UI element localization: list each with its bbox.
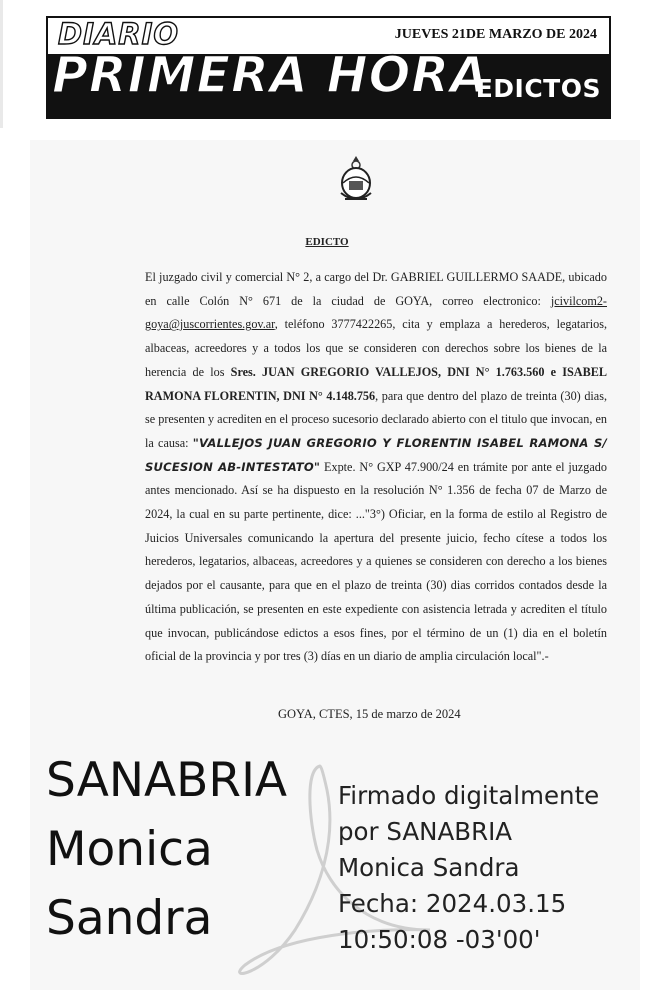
provincial-crest-icon: [335, 153, 377, 205]
signature-line-5: 10:50:08 -03'00': [338, 925, 541, 954]
signature-line-3: Monica Sandra: [338, 853, 520, 882]
heirs-names: Sres. JUAN GREGORIO VALLEJOS, DNI N° 1.763.560 e ISABEL RAMONA FLORENTIN, DNI N° 4.148.756: [145, 364, 607, 403]
logo-primera-hora: PRIMERA HORA: [52, 46, 489, 104]
place-and-date: GOYA, CTES, 15 de marzo de 2024: [278, 707, 461, 721]
edict-text-3: , para que dentro del plazo de treinta (30) dias, se presenten y acrediten en el proceso sucesorio declarado abierto con el titulo que invocan, en la causa:: [145, 388, 607, 450]
case-title: "VALLEJOS JUAN GREGORIO Y FLORENTIN ISABEL RAMONA S/ SUCESION AB-INTESTATO": [145, 435, 607, 474]
signer-name-line-3: Sandra: [46, 891, 213, 946]
page-edge-line: [0, 0, 3, 128]
court-email-link[interactable]: jcivilcom2-goya@juscorrientes.gov.ar: [145, 293, 607, 332]
edict-text-4: Expte. N° GXP 47.900/24 en trámite por ante el juzgado antes mencionado. Así se ha dispuesto en la resolución N° 1.356 de fecha 07 de Marzo de 2024, la cual en su parte pertinente, dice: ..."3°) Oficiar, en la forma de estilo al Registro de Juicios Universales comunicando la apertura del presente juicio, fecho cítese a todos los herederos, legatarios, albaceas, acreedores y a quienes se consideren con derecho a los bienes dejados por el causante, para que en el plazo de treinta (30) dias corridos contados desde la última publicación, se presenten en este expediente con asistencia letrada y acrediten el título que invocan, publicándose edictos a esos fines, por el término de un (1) dia en el boletín oficial de la provincia y por tres (3) días en un diario de amplia circulación local".-: [145, 459, 607, 664]
signature-line-1: Firmado digitalmente: [338, 781, 600, 810]
edict-text-1: El juzgado civil y comercial N° 2, a cargo del Dr. GABRIEL GUILLERMO SAADE, ubicado en calle Colón N° 671 de la ciudad de GOYA, correo electronico:: [145, 270, 607, 308]
signer-name: [46, 753, 288, 964]
logo-diario: DIARIO: [58, 17, 180, 51]
signature-line-4: Fecha: 2024.03.15: [338, 889, 567, 918]
signer-name-line-2: Monica: [46, 822, 213, 877]
signer-name-line-1: SANABRIA: [46, 753, 288, 808]
edict-title: EDICTO: [305, 236, 349, 248]
signature-line-2: por SANABRIA: [338, 817, 513, 846]
edict-body: [145, 266, 607, 669]
signature-details: [338, 778, 599, 958]
edict-text-2: , teléfono 3777422265, cita y emplaza a herederos, legatarios, albaceas, acreedores y a todos los que se consideren con derechos sobre los bienes de la herencia de los: [145, 317, 607, 379]
newspaper-masthead: [46, 16, 611, 121]
section-title: EDICTOS: [475, 74, 601, 103]
issue-date: JUEVES 21DE MARZO DE 2024: [394, 27, 597, 42]
